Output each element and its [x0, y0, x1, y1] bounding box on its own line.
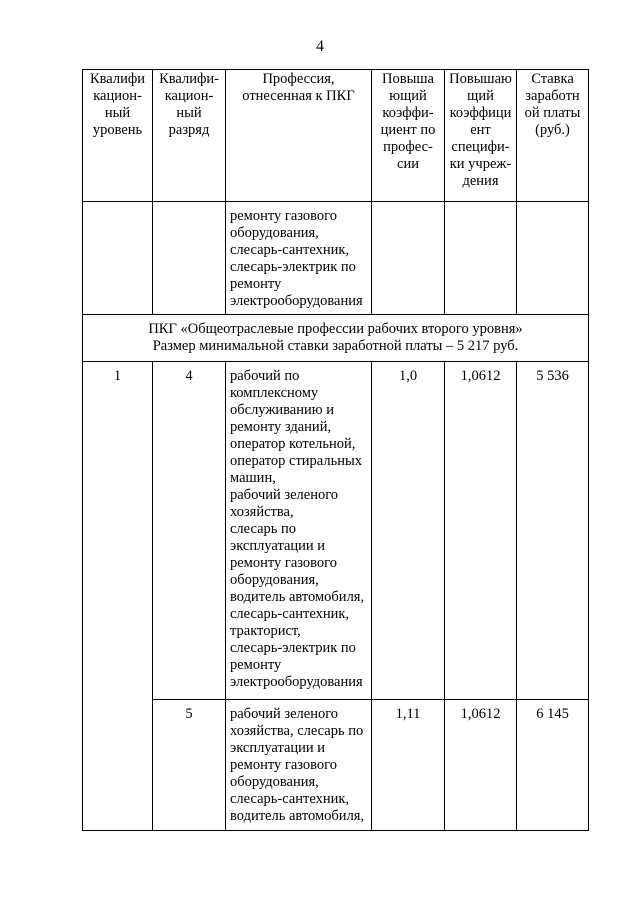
- cell-profession: рабочий зеленого хозяйства, слесарь по эксплуатации и ремонту газового оборудования, слесарь-сантехник, водитель автомобиля,: [226, 700, 372, 831]
- cell-grade: 5: [153, 700, 226, 831]
- header-profession: Профессия, отнесенная к ПКГ: [226, 70, 372, 202]
- cell-coef-profession: 1,0: [372, 362, 445, 700]
- cell-empty: [372, 202, 445, 315]
- header-rate: Ставка заработн ой платы (руб.): [517, 70, 589, 202]
- cell-profession: ремонту газового оборудования, слесарь-сантехник, слесарь-электрик по ремонту электрооборудования: [226, 202, 372, 315]
- cell-coef-profession: 1,11: [372, 700, 445, 831]
- cell-empty: [445, 202, 517, 315]
- header-level: Квалифи кацион- ный уровень: [83, 70, 153, 202]
- cell-empty: [83, 202, 153, 315]
- page-number: 4: [316, 38, 324, 55]
- header-coef-profession: Повыша ющий коэффи- циент по профес- сии: [372, 70, 445, 202]
- cell-empty: [517, 202, 589, 315]
- group-heading-row: [83, 315, 589, 362]
- group-heading-title: ПКГ «Общеотраслевые профессии рабочих второго уровня»: [148, 321, 523, 337]
- continuation-row: [83, 202, 589, 315]
- cell-coef-institution: 1,0612: [445, 362, 517, 700]
- cell-rate: 6 145: [517, 700, 589, 831]
- group-heading: [83, 315, 589, 362]
- header-coef-institution: Повышаю щий коэффици ент специфи- ки учреж- дения: [445, 70, 517, 202]
- group-heading-min-rate: Размер минимальной ставки заработной платы – 5 217 руб.: [152, 338, 519, 354]
- salary-table: [82, 69, 589, 831]
- cell-grade: 4: [153, 362, 226, 700]
- table-row: [83, 362, 589, 700]
- cell-rate: 5 536: [517, 362, 589, 700]
- cell-level: 1: [83, 362, 153, 831]
- header-grade: Квалифи- кацион- ный разряд: [153, 70, 226, 202]
- cell-empty: [153, 202, 226, 315]
- header-row: [83, 70, 589, 202]
- table-row: [83, 700, 589, 831]
- cell-profession: рабочий по комплексному обслуживанию и ремонту зданий, оператор котельной, оператор стиральных машин, рабочий зеленого хозяйства, слесарь по эксплуатации и ремонту газового оборудования, водитель автомобиля, слесарь-сантехник, тракторист, слесарь-электрик по ремонту электрооборудования: [226, 362, 372, 700]
- cell-coef-institution: 1,0612: [445, 700, 517, 831]
